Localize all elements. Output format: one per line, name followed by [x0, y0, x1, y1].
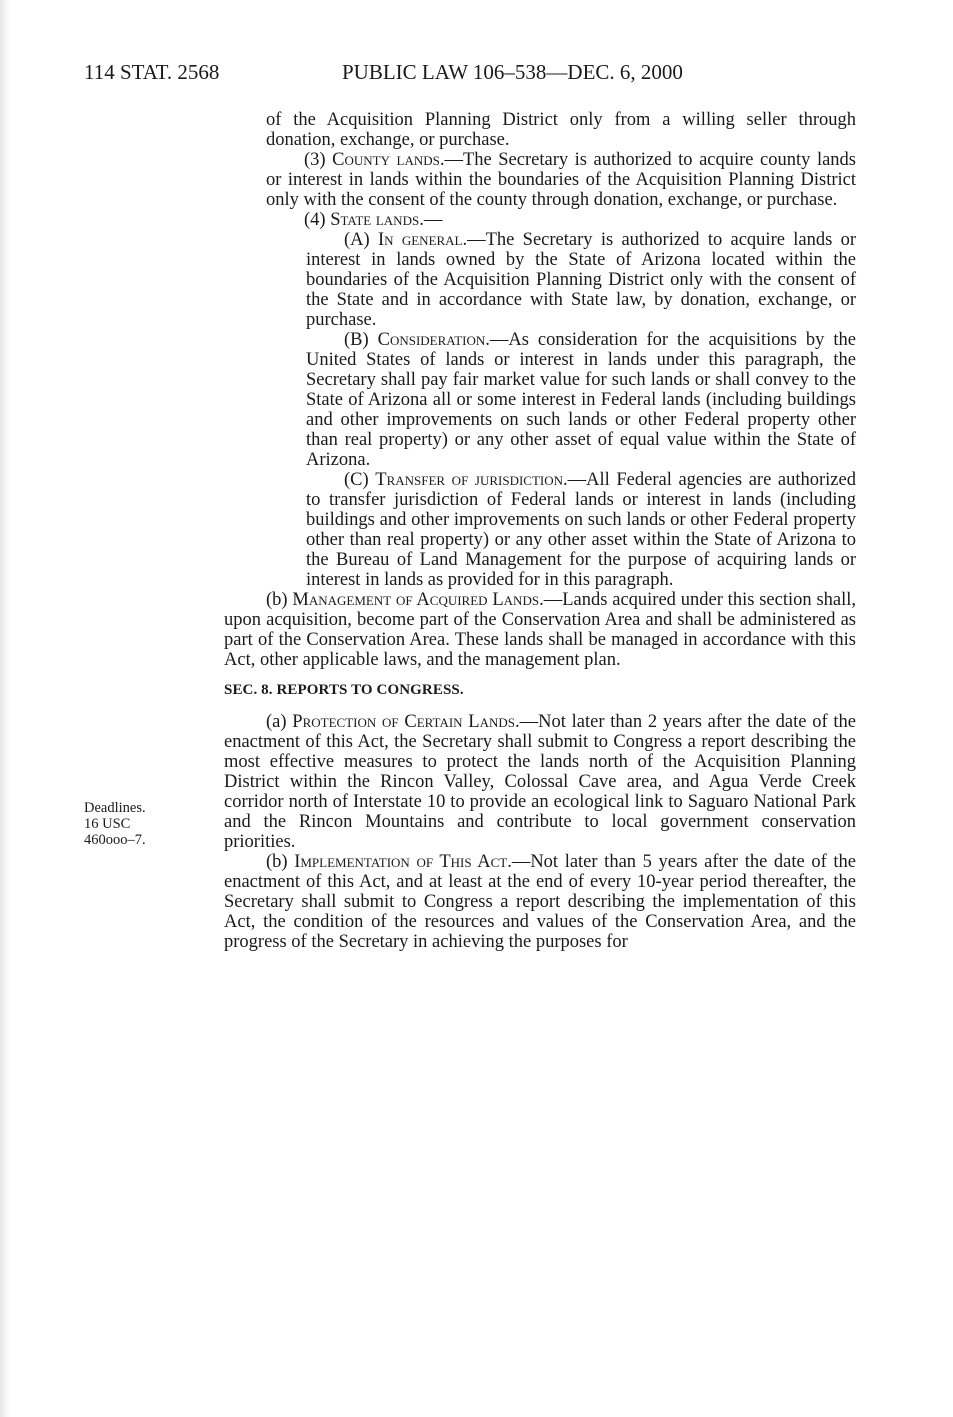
section-8-subsection-a: (a) Protection of Certain Lands.—Not later than 2 years after the date of the enactment of this Act, the Secretary shall submit to Congress a report describing the most effective measures to protect the lands north of the Acquisition Planning District within the Rincon Valley, Colossal Cave area, and Agua Verde Creek corridor north of Interstate 10 to provide an ecological link to Saguaro National Park and the Rincon Mountains and contribute to local government conservation priorities.	[224, 712, 856, 852]
paragraph-3-heading: County lands	[332, 150, 440, 170]
subparagraph-a-heading: In general	[377, 230, 463, 250]
margin-note-section: 460ooo–7.	[84, 832, 146, 848]
section-8-b-heading: Implementation of This Act	[294, 852, 508, 872]
margin-note	[84, 800, 194, 848]
body-text	[224, 110, 856, 952]
subparagraph-c-transfer: (C) Transfer of jurisdiction.—All Federal agencies are authorized to transfer jurisdiction of Federal lands or interest in lands (including buildings and other improvements on such lands or other Federal property other than real property) or any other asset within the State of Arizona to the Bureau of Land Management for the purpose of acquiring lands or interest in lands as provided for in this paragraph.	[306, 470, 856, 590]
paragraph-4-heading: State lands	[330, 210, 420, 230]
subsection-b-heading: Management of Acquired Lands	[292, 590, 540, 610]
subparagraph-b-consideration: (B) Consideration.—As consideration for the acquisitions by the United States of lands or interest in lands under this paragraph, the Secretary shall pay fair market value for such lands or shall convey to the State of Arizona all or some interest in Federal lands (including buildings and other improvements on such lands or other Federal property other than real property) or any other asset of equal value within the State of Arizona.	[306, 330, 856, 470]
public-law-citation: PUBLIC LAW 106–538—DEC. 6, 2000	[342, 60, 683, 84]
subsection-b-management: (b) Management of Acquired Lands.—Lands acquired under this section shall, upon acquisition, become part of the Conservation Area and shall be administered as part of the Conservation Area. These lands shall be managed in accordance with this Act, other applicable laws, and the management plan.	[224, 590, 857, 670]
section-8-heading: SEC. 8. REPORTS TO CONGRESS.	[224, 682, 464, 698]
margin-note-usc: 16 USC	[84, 816, 131, 832]
subparagraph-b-heading: Consideration	[377, 330, 486, 350]
section-8-subsection-b: (b) Implementation of This Act.—Not later than 5 years after the date of the enactment of this Act, and at least at the end of every 10-year period thereafter, the Secretary shall submit to Congress a report describing the implementation of this Act, the condition of the resources and values of the Conservation Area, and the progress of the Secretary in achieving the purposes for	[224, 852, 856, 952]
subparagraph-c-heading: Transfer of jurisdiction	[375, 470, 564, 490]
paragraph-continuation: of the Acquisition Planning District only from a willing seller through donation, exchange, or purchase.	[266, 110, 856, 150]
subparagraph-a-in-general: (A) In general.—The Secretary is authorized to acquire lands or interest in lands owned by the State of Arizona located within the boundaries of the Acquisition Planning District only with the consent of the State and in accordance with State law, by donation, exchange, or purchase.	[306, 230, 856, 330]
page-edge-shading	[0, 0, 10, 1417]
statute-page-number: 114 STAT. 2568	[84, 60, 220, 84]
section-8-a-heading: Protection of Certain Lands	[292, 712, 516, 732]
margin-note-deadlines: Deadlines.	[84, 800, 146, 816]
paragraph-3-county-lands: (3) County lands.—The Secretary is authorized to acquire county lands or interest in lands within the boundaries of the Acquisition Planning District only with the consent of the county through donation, exchange, or purchase.	[266, 150, 857, 210]
paragraph-4-state-lands: (4) State lands.—	[304, 210, 443, 230]
